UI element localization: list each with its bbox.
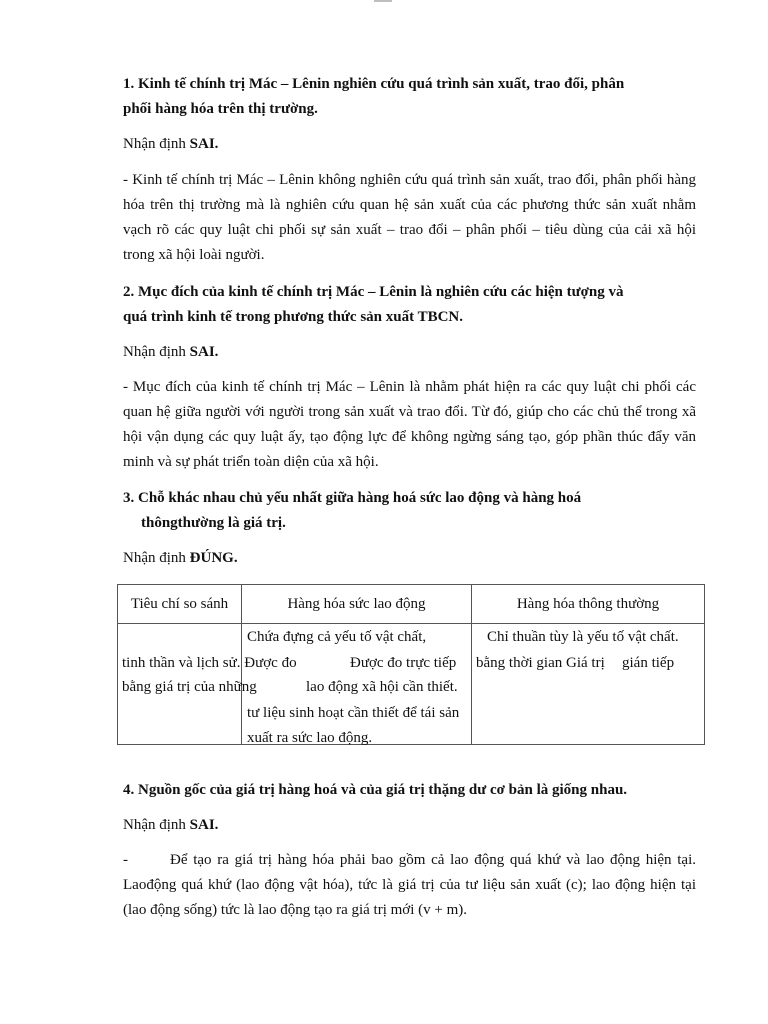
question-3-title-line2: thôngthường là giá trị. xyxy=(141,515,286,531)
verdict-prefix: Nhận định xyxy=(123,817,190,833)
fragment-b3: bằng thời gian Giá trị xyxy=(476,655,605,671)
body-cell-criteria xyxy=(118,624,297,745)
question-2-answer: - Mục đích của kinh tế chính trị Mác – Lênin là nhằm phát hiện ra các quy luật chi phối các quan hệ giữa người với người trong sản xuất và trao đổi. Từ đó, giúp cho các chủ thể trong xã hội vận dụng các quy luật ấy, tạo động lực để không ngừng sáng tạo, góp phần thúc đẩy văn minh và sự phát triển toàn diện của xã hội. xyxy=(123,379,696,470)
question-3-title xyxy=(123,486,696,536)
question-1-answer: - Kinh tế chính trị Mác – Lênin không nghiên cứu quá trình sản xuất, trao đổi, phân phối hàng hóa trên thị trường mà là nghiên cứu quan hệ sản xuất của các phương thức sản xuất nhằm vạch rõ các quy luật chi phối sự sản xuất – trao đổi – phân phối – tiêu dùng của cải xã hội trong xã hội loài người. xyxy=(123,172,696,263)
body-cell-labor-commodity xyxy=(242,624,472,745)
verdict-value: SAI. xyxy=(189,344,219,360)
verdict-prefix: Nhận định xyxy=(123,136,190,152)
question-2-title-line1: 2. Mục đích của kinh tế chính trị Mác – Lênin là nghiên cứu các hiện tượng và xyxy=(123,284,624,300)
question-1-title-line2: phối hàng hóa trên thị trường. xyxy=(123,101,318,117)
verdict-value: SAI. xyxy=(189,817,219,833)
question-3-verdict xyxy=(123,546,696,571)
verdict-value: ĐÚNG. xyxy=(189,550,238,566)
fragment-d1: tư liệu sinh hoạt cần thiết để tái sản xyxy=(247,705,460,721)
question-1-title-line1: 1. Kinh tế chính trị Mác – Lênin nghiên cứu quá trình sản xuất, trao đổi, phân xyxy=(123,76,625,92)
page-top-mark xyxy=(374,0,392,2)
verdict-prefix: Nhận định xyxy=(123,344,190,360)
fragment-b4: gián tiếp xyxy=(622,655,675,671)
fragment-b2: Được đo trực tiếp xyxy=(350,655,457,671)
question-4-answer xyxy=(123,848,696,923)
question-4-answer-line1: Để tạo ra giá trị hàng hóa phải bao gồm cả lao động quá khứ và lao động hiện xyxy=(170,852,672,868)
question-4-verdict xyxy=(123,813,696,838)
fragment-b1: tinh thần và lịch sử. Được đo xyxy=(122,655,297,671)
fragment-c2: lao động xã hội cần thiết. xyxy=(306,679,458,695)
comparison-table-header-row xyxy=(118,585,705,624)
comparison-table xyxy=(117,584,705,745)
question-4-title: 4. Nguồn gốc của giá trị hàng hoá và của giá trị thặng dư cơ bản là giống nhau. xyxy=(123,782,628,798)
question-3-title-line1: 3. Chỗ khác nhau chủ yếu nhất giữa hàng hoá sức lao động và hàng hoá xyxy=(123,490,582,506)
verdict-prefix: Nhận định xyxy=(123,550,190,566)
question-2-title xyxy=(123,280,696,330)
header-criteria: Tiêu chí so sánh xyxy=(118,585,242,624)
header-ordinary-commodity: Hàng hóa thông thường xyxy=(472,585,705,624)
question-2-verdict xyxy=(123,340,696,365)
question-1-title xyxy=(123,72,696,122)
body-cell-ordinary-commodity xyxy=(472,624,705,745)
header-labor-commodity: Hàng hóa sức lao động xyxy=(242,585,472,624)
fragment-e1: xuất ra sức lao động. xyxy=(247,730,373,746)
comparison-table-body-row xyxy=(118,624,705,745)
question-2-title-line2: quá trình kinh tế trong phương thức sản xuất TBCN. xyxy=(123,309,464,325)
fragment-a1: Chứa đựng cả yếu tố vật chất, xyxy=(247,629,427,645)
fragment-a2: Chỉ thuần tùy là yếu tố vật chất. xyxy=(487,629,679,645)
verdict-value: SAI. xyxy=(189,136,219,152)
question-4-answer-rest: tại. Laođộng quá khứ (lao động vật hóa), tức là giá trị của tư liệu sản xuất (c); lao động hiện tại (lao động sống) tức là lao động tạo ra giá trị mới (v + m). xyxy=(123,852,697,918)
question-1-verdict xyxy=(123,132,696,157)
question-4-dash: - xyxy=(123,852,128,868)
fragment-c1: bằng giá trị của những xyxy=(122,679,257,695)
